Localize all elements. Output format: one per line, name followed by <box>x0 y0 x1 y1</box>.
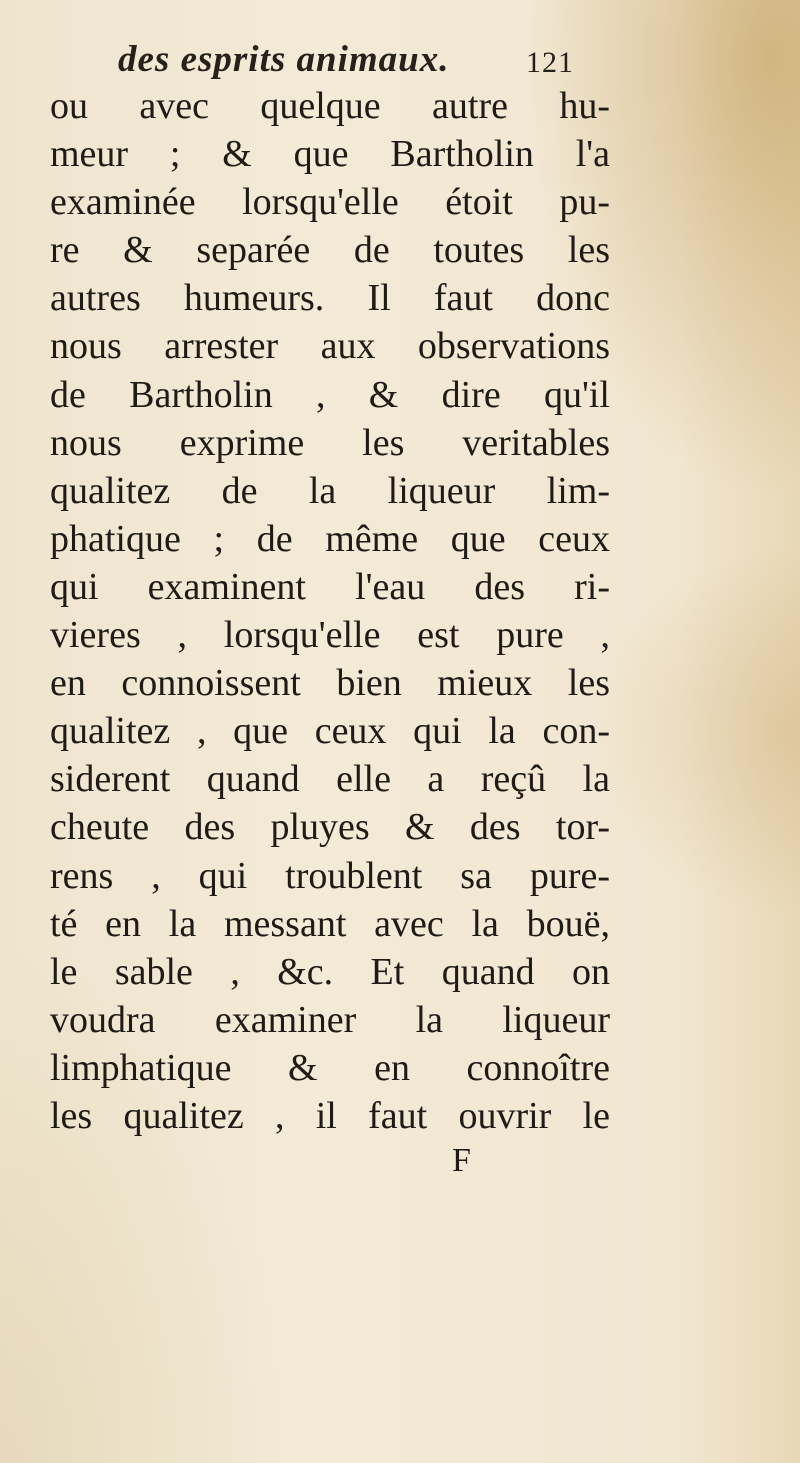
text-line: ou avec quelque autre hu- <box>50 85 610 127</box>
body-text <box>50 82 610 1140</box>
text-line: le sable , &c. Et quand on <box>50 950 610 993</box>
text-line: qualitez de la liqueur lim- <box>50 469 610 512</box>
text-line: nous arrester aux observations <box>50 325 610 368</box>
text-line: vieres , lorsqu'elle est pure , <box>50 614 610 657</box>
text-line: en connoissent bien mieux les <box>50 662 610 705</box>
text-line: té en la messant avec la bouë, <box>50 902 610 945</box>
signature-mark: F <box>452 1142 471 1179</box>
text-line: cheute des pluyes & des tor- <box>50 806 610 849</box>
text-line: siderent quand elle a reçû la <box>50 758 610 801</box>
text-line: meur ; & que Bartholin l'a <box>50 133 610 176</box>
text-line: rens , qui troublent sa pure- <box>50 854 610 897</box>
text-line: examinée lorsqu'elle étoit pu- <box>50 181 610 224</box>
text-line: voudra examiner la liqueur <box>50 998 610 1041</box>
text-line: limphatique & en connoître <box>50 1046 610 1089</box>
running-title: des esprits animaux. <box>118 39 450 80</box>
text-line: nous exprime les veritables <box>50 421 610 464</box>
text-line: re & separée de toutes les <box>50 229 610 272</box>
text-line: de Bartholin , & dire qu'il <box>50 373 610 416</box>
text-line: autres humeurs. Il faut donc <box>50 277 610 320</box>
text-line: qui examinent l'eau des ri- <box>50 565 610 608</box>
text-line: qualitez , que ceux qui la con- <box>50 710 610 753</box>
text-line: phatique ; de même que ceux <box>50 517 610 560</box>
text-line: les qualitez , il faut ouvrir le <box>50 1094 610 1137</box>
page-number: 121 <box>526 46 574 79</box>
